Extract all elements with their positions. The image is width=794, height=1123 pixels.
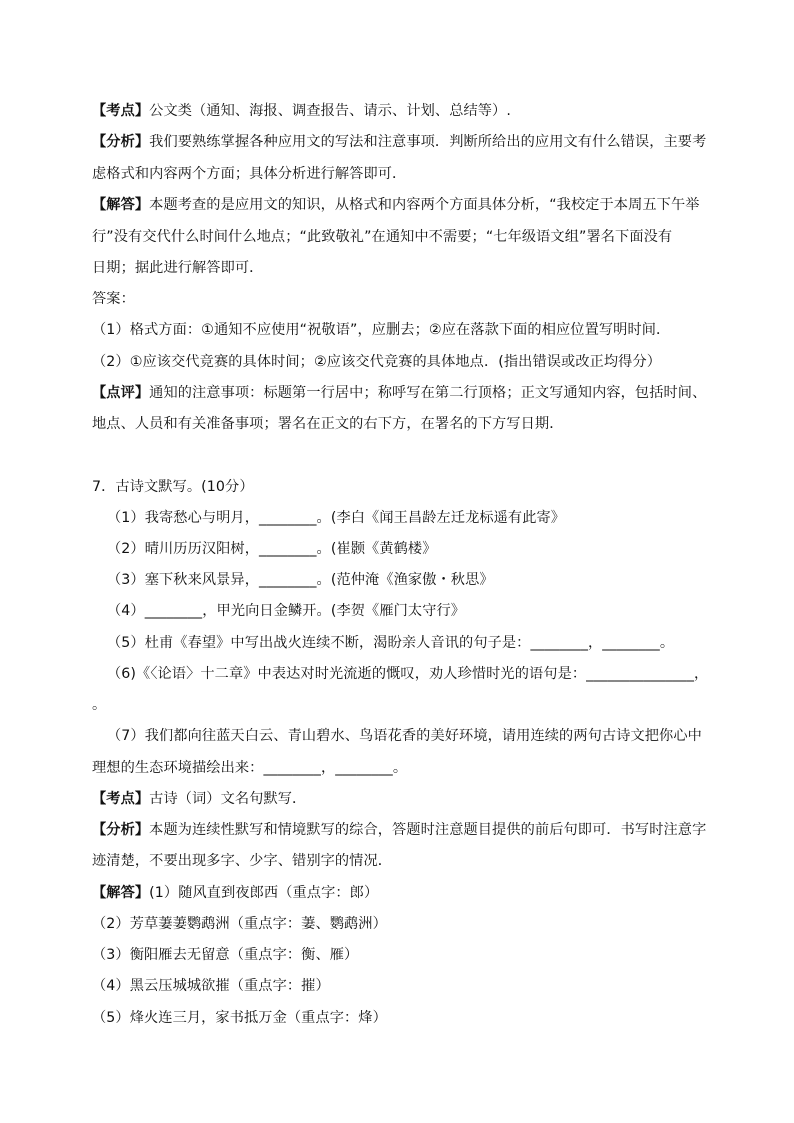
- kaodian-tag: 【考点】: [92, 791, 150, 807]
- fenxi-7: [92, 820, 706, 840]
- jieda-7: [92, 883, 378, 903]
- kaodian-text: 古诗（词）文名句默写．: [149, 791, 307, 807]
- jieda-tag: 【解答】: [92, 197, 150, 213]
- jieda-text-line2: 行”没有交代什么时间什么地点；“此致敬礼”在通知中不需要；“七年级语文组”署名下面没有: [92, 229, 673, 245]
- answer-label: 答案：: [92, 291, 135, 307]
- fenxi-text-line2: 虑格式和内容两个方面；具体分析进行解答即可．: [92, 166, 407, 182]
- question-7-item: （2）晴川历历汉阳树，________。(崔颢《黄鹤楼》: [107, 541, 437, 557]
- fenxi-text-line1: 我们要熟练掌握各种应用文的写法和注意事项．判断所给出的应用文有什么错误，主要考: [149, 134, 707, 150]
- question-7-title: 7．古诗文默写。(10分）: [92, 479, 254, 495]
- jieda-answer: （2）芳草萋萋鹦鹉洲（重点字：萋、鹦鹉洲）: [92, 916, 387, 932]
- kaodian-text: 公文类（通知、海报、调查报告、请示、计划、总结等）.: [149, 103, 511, 119]
- jieda-text-line1: 本题考查的是应用文的知识，从格式和内容两个方面具体分析，“我校定于本周五下午举: [149, 197, 700, 213]
- jieda-tag: 【解答】: [92, 885, 150, 901]
- dianping-tag: 【点评】: [92, 385, 150, 401]
- question-7-item7-line2: 理想的生态环境描绘出来：________，________。: [92, 760, 408, 776]
- question-7-item6-continuation: 。: [92, 697, 107, 713]
- jieda-6: [92, 195, 700, 215]
- answer-2: （2）①应该交代竞赛的具体时间；②应该交代竞赛的具体地点．(指出错误或改正均得分）: [92, 354, 662, 370]
- fenxi-text-line2: 迹清楚，不要出现多字、少字、错别字的情况．: [92, 853, 393, 869]
- jieda-answer: （4）黑云压城城欲摧（重点字：摧）: [92, 978, 330, 994]
- kaodian-7: [92, 789, 306, 809]
- fenxi-tag: 【分析】: [92, 134, 150, 150]
- kaodian-tag: 【考点】: [92, 103, 150, 119]
- kaodian-6: [92, 101, 511, 121]
- question-7-item: （1）我寄愁心与明月，________。(李白《闻王昌龄左迁龙标遥有此寄》: [107, 510, 566, 526]
- jieda-answer: （5）烽火连三月，家书抵万金（重点字：烽）: [92, 1010, 387, 1026]
- jieda-answer: （3）衡阳雁去无留意（重点字：衡、雁）: [92, 947, 359, 963]
- question-7-item: （4）________，甲光向日金鳞开。(李贺《雁门太守行》: [107, 603, 466, 619]
- fenxi-text-line1: 本题为连续性默写和情境默写的综合，答题时注意题目提供的前后句即可．书写时注意字: [149, 822, 707, 838]
- fenxi-6: [92, 132, 706, 152]
- jieda-text-line3: 日期；据此进行解答即可．: [92, 260, 264, 276]
- dianping-text-line1: 通知的注意事项：标题第一行居中；称呼写在第二行顶格；正文写通知内容，包括时间、: [149, 385, 707, 401]
- dianping-6: [92, 383, 706, 403]
- dianping-text-line2: 地点、人员和有关准备事项；署名在正文的右下方，在署名的下方写日期．: [92, 416, 564, 432]
- question-7-item: （3）塞下秋来风景异，________。(范仲淹《渔家傲・秋思》: [107, 572, 494, 588]
- fenxi-tag: 【分析】: [92, 822, 150, 838]
- question-7-item7-line1: （7）我们都向往蓝天白云、青山碧水、鸟语花香的美好环境，请用连续的两句古诗文把你心中: [107, 728, 702, 744]
- answer-1: （1）格式方面：①通知不应使用“祝敬语”，应删去；②应在落款下面的相应位置写明时间．: [92, 322, 671, 338]
- question-7-item: （5）杜甫《春望》中写出战火连续不断，渴盼亲人音讯的句子是：________，________。: [107, 635, 675, 651]
- question-7-item: （6)《〈论语〉十二章》中表达对时光流逝的慨叹，劝人珍惜时光的语句是：_______________，: [107, 666, 709, 682]
- jieda-answer-1: (1）随风直到夜郎西（重点字：郎）: [149, 885, 379, 901]
